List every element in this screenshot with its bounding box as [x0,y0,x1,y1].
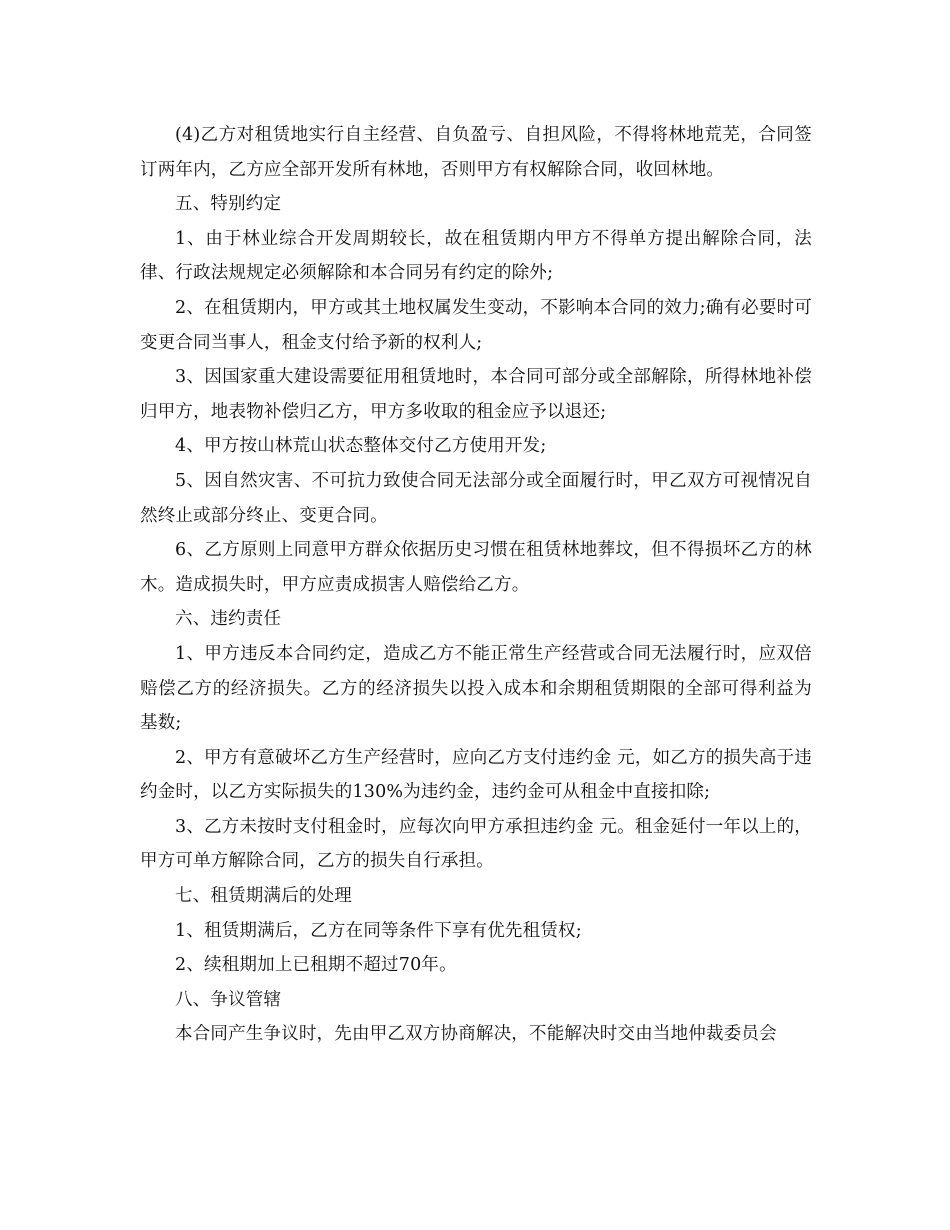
section-heading-dispute-jurisdiction: 八、争议管辖 [175,989,282,1010]
section-heading-special-terms: 五、特别约定 [175,194,282,215]
paragraph-special-5: 5、因自然灾害、不可抗力致使合同无法部分或全面履行时，甲乙双方可视情况自然终止或部分终止、变更合同。 [140,470,812,526]
section-heading-lease-expiry: 七、租赁期满后的处理 [175,886,352,907]
paragraph-breach-1: 1、甲方违反本合同约定，造成乙方不能正常生产经营或合同无法履行时，应双倍赔偿乙方的经济损失。乙方的经济损失以投入成本和余期租赁期限的全部可得利益为基数; [140,643,812,734]
paragraph-breach-2: 2、甲方有意破坏乙方生产经营时，应向乙方支付违约金 元，如乙方的损失高于违约金时，以乙方实际损失的130%为违约金，违约金可从租金中直接扣除; [140,747,812,803]
paragraph-clause-4-4: (4)乙方对租赁地实行自主经营、自负盈亏、自担风险，不得将林地荒芜，合同签订两年内，乙方应全部开发所有林地，否则甲方有权解除合同，收回林地。 [140,125,812,180]
paragraph-special-4: 4、甲方按山林荒山状态整体交付乙方使用开发; [175,436,547,457]
paragraph-expiry-1: 1、租赁期满后，乙方在同等条件下享有优先租赁权; [175,920,582,941]
section-heading-breach-liability: 六、违约责任 [175,609,282,630]
paragraph-special-2: 2、在租赁期内，甲方或其土地权属发生变动，不影响本合同的效力;确有必要时可变更合同当事人，租金支付给予新的权利人; [140,297,812,353]
paragraph-breach-3: 3、乙方未按时支付租金时，应每次向甲方承担违约金 元。租金延付一年以上的，甲方可单方解除合同，乙方的损失自行承担。 [140,816,812,872]
paragraph-special-1: 1、由于林业综合开发周期较长，故在租赁期内甲方不得单方提出解除合同，法律、行政法规规定必须解除和本合同另有约定的除外; [140,228,812,284]
paragraph-expiry-2: 2、续租期加上已租期不超过70年。 [175,955,457,976]
paragraph-special-6: 6、乙方原则上同意甲方群众依据历史习惯在租赁林地葬坟，但不得损坏乙方的林木。造成损失时，甲方应责成损害人赔偿给乙方。 [140,540,812,595]
paragraph-dispute: 本合同产生争议时，先由甲乙双方协商解决，不能解决时交由当地仲裁委员会 [175,1024,777,1045]
document-body [140,118,812,1052]
paragraph-special-3: 3、因国家重大建设需要征用租赁地时，本合同可部分或全部解除，所得林地补偿归甲方，地表物补偿归乙方，甲方多收取的租金应予以退还; [140,367,812,422]
